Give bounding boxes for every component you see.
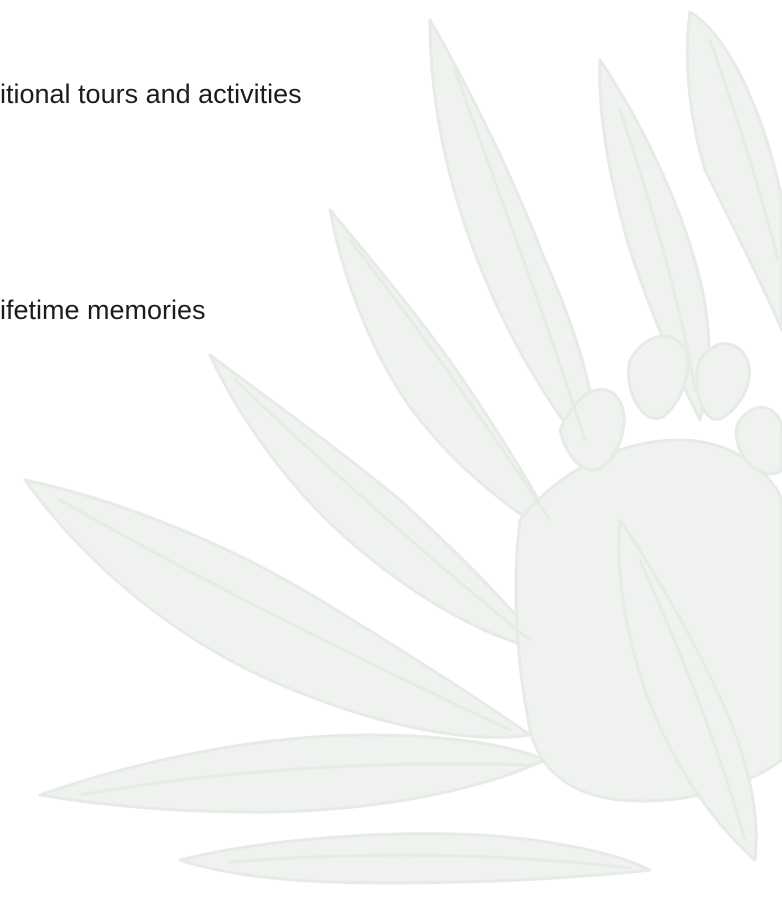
feature-text-tours: itional tours and activities xyxy=(0,79,302,109)
feature-text-memories: ifetime memories xyxy=(0,295,206,325)
